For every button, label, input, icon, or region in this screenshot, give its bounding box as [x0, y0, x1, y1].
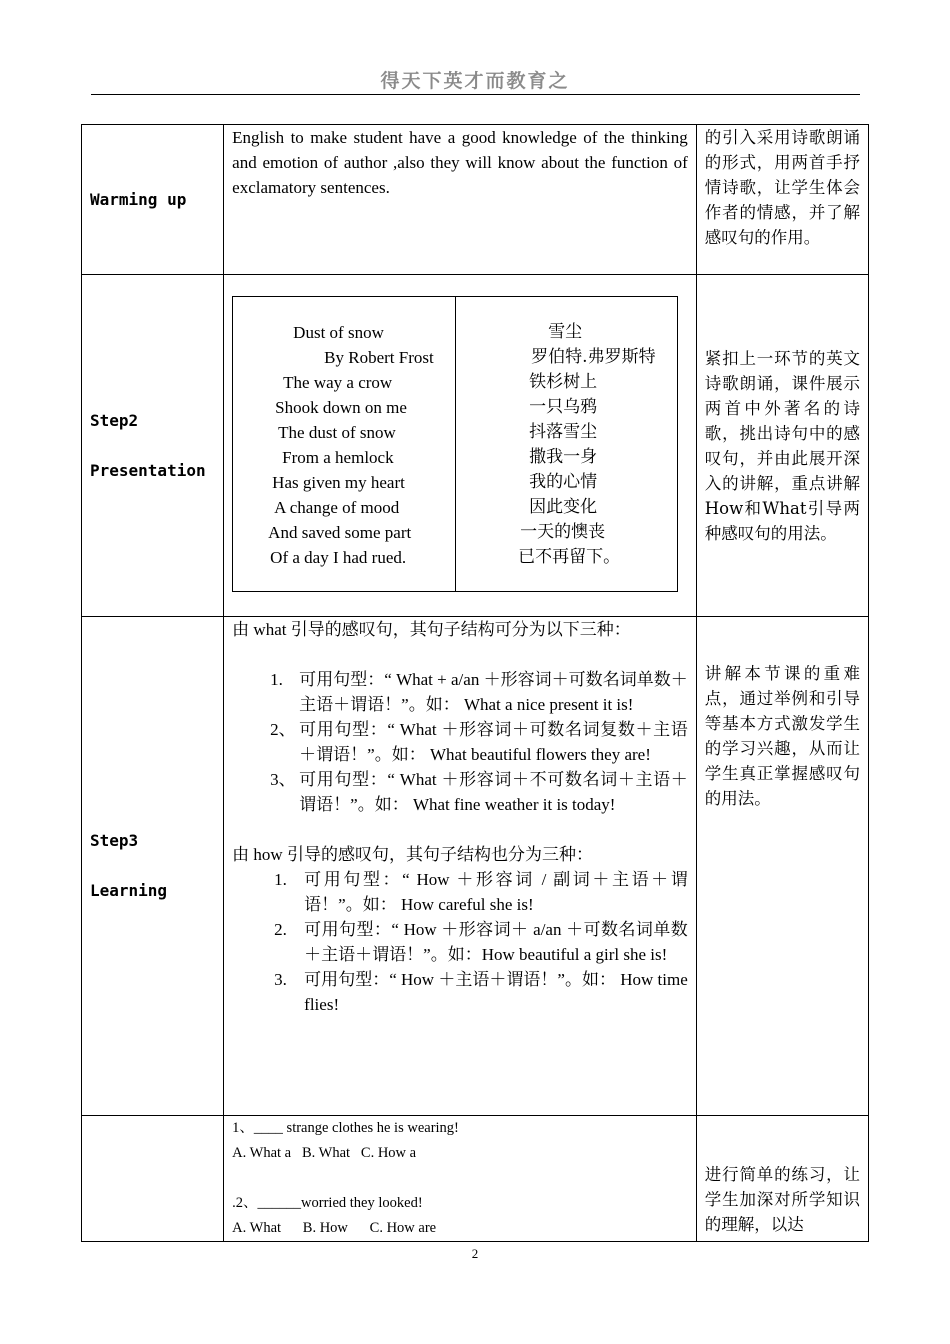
poem-line: Has given my heart [272, 473, 405, 492]
poem-line: 罗伯特.弗罗斯特 [531, 347, 656, 367]
content-text: English to make student have a good knowledge of the thinking and emotion of author ,also they will know about the function of exclamatory sentences. [232, 128, 688, 197]
poem-line: Of a day I had rued. [270, 548, 407, 567]
poem-chinese [456, 297, 677, 591]
table-row-learning [82, 617, 869, 1116]
stage-label: Presentation [90, 460, 206, 480]
stage-cell [82, 275, 224, 617]
stage-label: Warming up [90, 189, 187, 209]
stage-label: Step2 [90, 410, 139, 430]
poem-line: The way a crow [283, 373, 393, 392]
poem-line: 一只乌鸦 [529, 397, 598, 417]
page-header: 得天下英才而教育之 [380, 70, 570, 92]
table-row-practice [82, 1116, 869, 1242]
exercise-options: A. What B. How C. How are [232, 1220, 437, 1236]
poem-line: 因此变化 [529, 497, 598, 517]
poem-line: The dust of snow [278, 423, 396, 442]
exercise-options: A. What a B. What C. How a [232, 1145, 417, 1161]
exercise-question: 1、____ strange clothes he is wearing! [232, 1120, 459, 1136]
poem-line: And saved some part [268, 523, 412, 542]
poem-line: 铁杉树上 [529, 372, 598, 392]
poem-line: 抖落雪尘 [529, 422, 598, 442]
content-cell [224, 1116, 697, 1242]
stage-cell [82, 617, 224, 1116]
stage-label: Step3 [90, 831, 139, 850]
content-cell [224, 275, 697, 617]
poem-english [233, 297, 456, 591]
poem-line: By Robert Frost [324, 348, 434, 367]
table-row-presentation [82, 275, 869, 617]
stage-label: Learning [90, 881, 168, 900]
page-number: 2 [471, 1246, 479, 1261]
what-pattern-list [232, 667, 688, 817]
header-rule [91, 94, 860, 95]
what-intro: 由 what 引导的感叹句，其句子结构可分为以下三种： [232, 620, 631, 639]
list-item: 3、 可用句型：“ What ＋形容词＋不可数名词＋主语＋谓语！”。如： What fine weather it is today! [270, 770, 688, 814]
list-item: 3. 可用句型：“ How ＋主语＋谓语！”。如： How time flies! [274, 970, 688, 1014]
list-item: 2. 可用句型：“ How ＋形容词＋ a/an ＋可数名词单数＋主语＋谓语！”。如：How beautiful a girl she is! [274, 920, 688, 964]
poem-line: 撒我一身 [529, 447, 598, 467]
purpose-cell: 的引入采用诗歌朗诵的形式，用两首手抒情诗歌，让学生体会作者的情感，并了解感叹句的作用。 [696, 125, 868, 275]
how-intro: 由 how 引导的感叹句，其句子结构也分为三种： [232, 845, 593, 864]
purpose-cell: 讲解本节课的重难点，通过举例和引导等基本方式激发学生的学习兴趣，从而让学生真正掌握感叹句的用法。 [696, 617, 868, 1116]
lesson-plan-table [81, 124, 869, 1242]
content-cell [224, 617, 697, 1116]
list-item: 2、 可用句型：“ What ＋形容词＋可数名词复数＋主语＋谓语！”。如： What beautiful flowers they are! [270, 720, 688, 764]
stage-cell [82, 1116, 224, 1242]
poem-line: 我的心情 [529, 472, 598, 492]
list-item: 1. 可用句型：“ How ＋形容词 / 副词＋主语＋谓语！”。如： How careful she is! [274, 870, 688, 914]
poem-line: 一天的懊丧 [520, 522, 606, 542]
poem-line: Shook down on me [275, 398, 407, 417]
purpose-cell: 紧扣上一环节的英文诗歌朗诵，课件展示两首中外著名的诗歌，挑出诗句中的感叹句，并由此展开深入的讲解，重点讲解How和What引导两种感叹句的用法。 [696, 275, 868, 617]
content-cell [224, 125, 697, 275]
exercise-question: .2、______worried they looked! [232, 1195, 423, 1211]
how-pattern-list [232, 867, 688, 1017]
poem-box [232, 296, 678, 592]
table-row-warming-up [82, 125, 869, 275]
poem-line: 雪尘 [548, 322, 583, 342]
poem-line: From a hemlock [282, 448, 394, 467]
stage-cell [82, 125, 224, 275]
poem-line: 已不再留下。 [518, 547, 621, 567]
poem-line: A change of mood [274, 498, 400, 517]
poem-line: Dust of snow [293, 323, 384, 342]
list-item: 1. 可用句型：“ What + a/an ＋形容词＋可数名词单数＋主语＋谓语！”。如： What a nice present it is! [270, 670, 688, 714]
purpose-cell: 进行简单的练习，让学生加深对所学知识的理解，以达 [696, 1116, 868, 1242]
